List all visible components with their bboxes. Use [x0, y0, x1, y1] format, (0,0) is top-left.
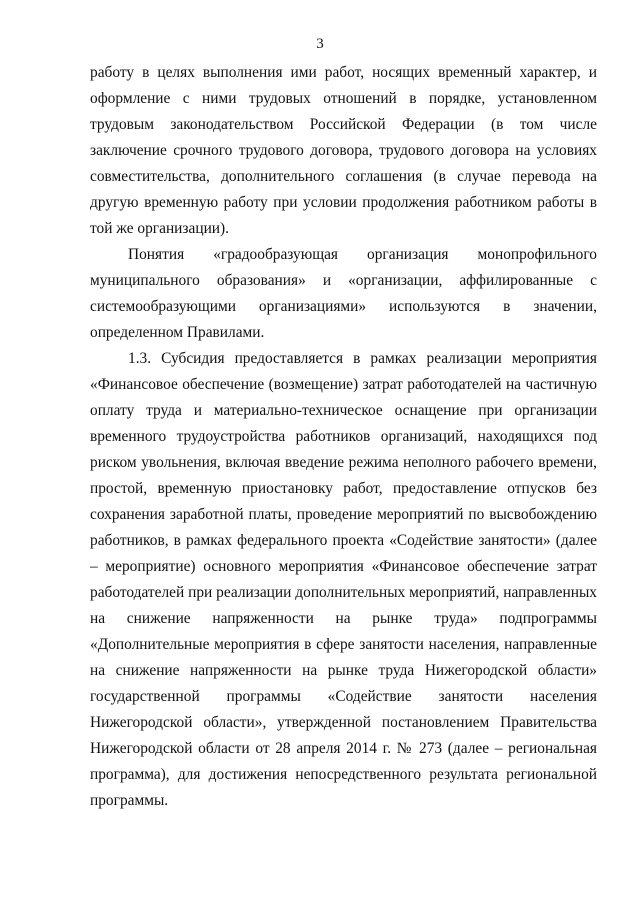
document-body: [90, 60, 597, 814]
paragraph-continuation: работу в целях выполнения ими работ, носящих временный характер, и оформление с ними трудовых отношений в порядке, установленном трудовым законодательством Российской Федерации (в том числе заключение срочного трудового договора, трудового договора на условиях совместительства, дополнительного соглашения (в случае перевода на другую временную работу при условии продолжения работником работы в той же организации).: [90, 64, 597, 237]
page-number: 3: [316, 36, 324, 52]
paragraph-concepts: Понятия «градообразующая организация монопрофильного муниципального образования» и «организации, аффилированные с системообразующими организациями» используются в значении, определенном Правилами.: [90, 246, 597, 341]
paragraph-1-3-subsidy: 1.3. Субсидия предоставляется в рамках реализации мероприятия «Финансовое обеспечение (возмещение) затрат работодателей на частичную оплату труда и материально-техническое оснащение при организации временного трудоустройства работников организаций, находящихся под риском увольнения, включая введение режима неполного рабочего времени, простой, временную приостановку работ, предоставление отпусков без сохранения заработной платы, проведение мероприятий по высвобождению работников, в рамках федерального проекта «Содействие занятости» (далее – мероприятие) основного мероприятия «Финансовое обеспечение затрат работодателей при реализации дополнительных мероприятий, направленных на снижение напряженности на рынке труда» подпрограммы «Дополнительные мероприятия в сфере занятости населения, направленные на снижение напряженности на рынке труда Нижегородской области» государственной программы «Содействие занятости населения Нижегородской области», утвержденной постановлением Правительства Нижегородской области от 28 апреля 2014 г. № 273 (далее – региональная программа), для достижения непосредственного результата региональной программы.: [90, 350, 597, 809]
